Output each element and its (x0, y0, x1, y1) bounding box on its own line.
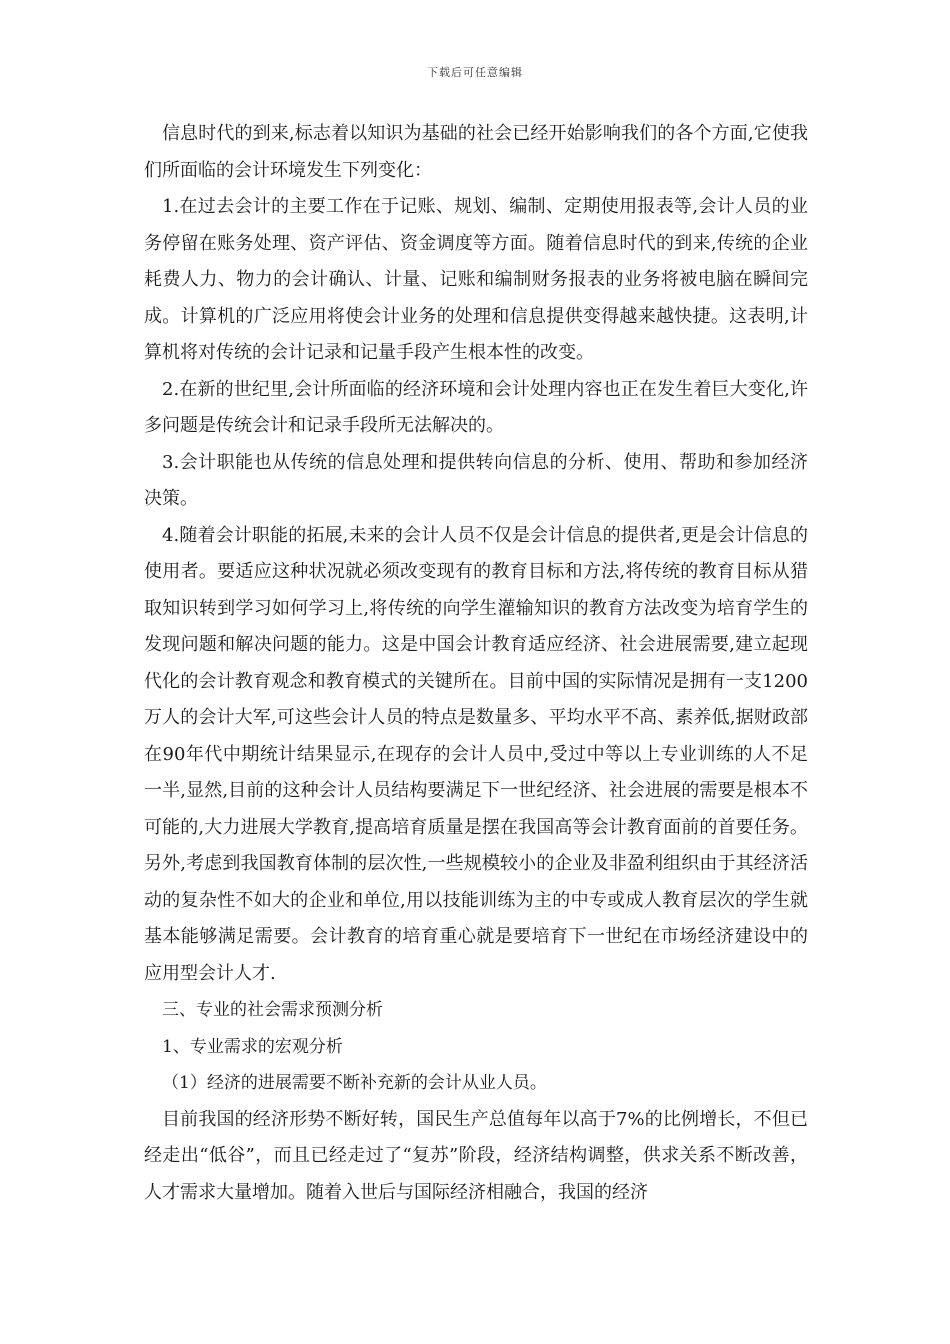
intro-paragraph: 信息时代的到来,标志着以知识为基础的社会已经开始影响我们的各个方面,它使我们所面临的会计环境发生下列变化： (144, 123, 808, 181)
page-header: 下载后可任意编辑 (427, 66, 523, 79)
document-body (144, 116, 808, 1211)
point-1-paragraph: 1.在过去会计的主要工作在于记账、规划、编制、定期使用报表等,会计人员的业务停留在账务处理、资产评估、资金调度等方面。随着信息时代的到来,传统的企业耗费人力、物力的会计确认、计量、记账和编制财务报表的业务将被电脑在瞬间完成。计算机的广泛应用将使会计业务的处理和信息提供变得越来越快捷。这表明,计算机将对传统的会计记录和记量手段产生根本性的改变。 (144, 196, 808, 363)
point-2-paragraph: 2.在新的世纪里,会计所面临的经济环境和会计处理内容也正在发生着巨大变化,许多问题是传统会计和记录手段所无法解决的。 (144, 378, 808, 436)
subsection-1-heading: 1、专业需求的宏观分析 (162, 1036, 343, 1057)
subsection-1-1-heading: （1）经济的进展需要不断补充新的会计从业人员。 (162, 1073, 547, 1093)
economy-paragraph: 目前我国的经济形势不断好转，国民生产总值每年以高于7%的比例增长，不但已经走出“低谷”，而且已经走过了“复苏”阶段，经济结构调整，供求关系不断改善，人才需求大量增加。随着入世后与国际经济相融合，我国的经济 (144, 1108, 808, 1203)
point-4-paragraph: 4.随着会计职能的拓展,未来的会计人员不仅是会计信息的提供者,更是会计信息的使用者。要适应这种状况就必须改变现有的教育目标和方法,将传统的教育目标从猎取知识转到学习如何学习上,将传统的向学生灌输知识的教育方法改变为培育学生的发现问题和解决问题的能力。这是中国会计教育适应经济、社会进展需要,建立起现代化的会计教育观念和教育模式的关键所在。目前中国的实际情况是拥有一支1200万人的会计大军,可这些会计人员的特点是数量多、平均水平不高、素养低,据财政部在90年代中期统计结果显示,在现存的会计人员中,受过中等以上专业训练的人不足一半,显然,目前的这种会计人员结构要满足下一世纪经济、社会进展的需要是根本不可能的,大力进展大学教育,提高培育质量是摆在我国高等会计教育面前的首要任务。另外,考虑到我国教育体制的层次性,一些规模较小的企业及非盈利组织由于其经济活动的复杂性不如大的企业和单位,用以技能训练为主的中专或成人教育层次的学生就基本能够满足需要。会计教育的培育重心就是要培育下一世纪在市场经济建设中的应用型会计人才. (144, 524, 808, 984)
section-3-heading: 三、专业的社会需求预测分析 (162, 1000, 383, 1020)
point-3-paragraph: 3.会计职能也从传统的信息处理和提供转向信息的分析、使用、帮助和参加经济决策。 (144, 451, 808, 509)
